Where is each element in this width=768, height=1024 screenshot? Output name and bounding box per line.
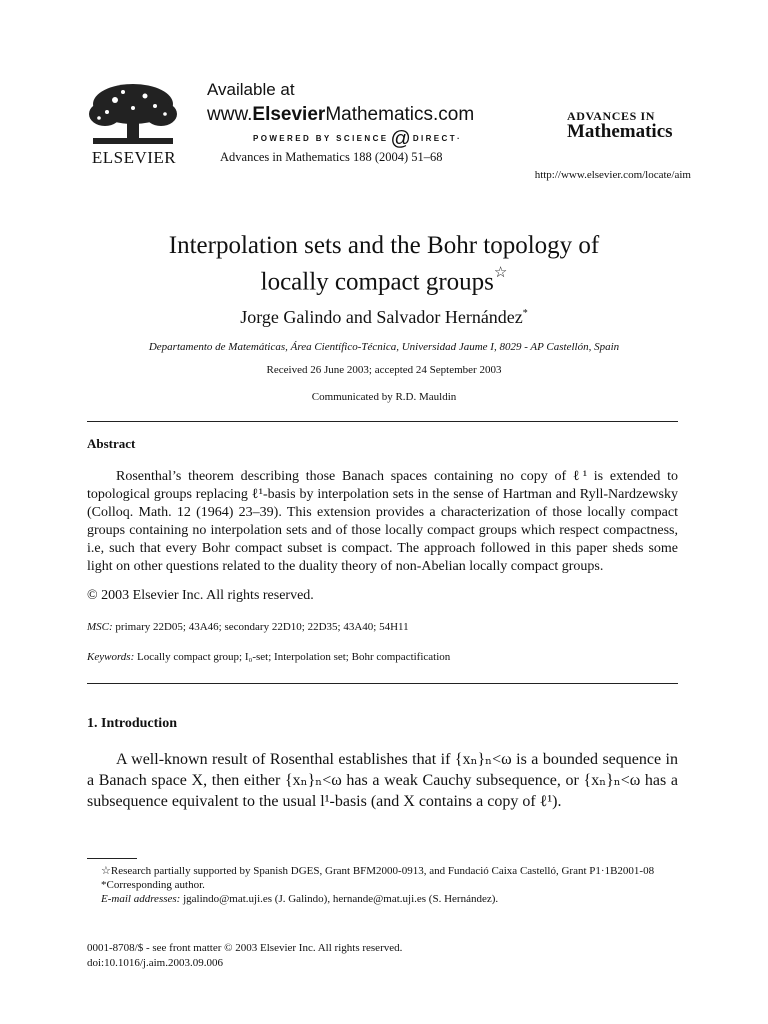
available-at-label: Available at xyxy=(207,80,295,99)
authors: Jorge Galindo and Salvador Hernández xyxy=(240,307,523,327)
title-line-1: Interpolation sets and the Bohr topology of xyxy=(168,232,600,259)
abstract-heading: Abstract xyxy=(87,436,136,451)
abstract-body xyxy=(87,468,678,576)
authors-line xyxy=(0,307,768,328)
publisher-name: ELSEVIER xyxy=(91,148,177,167)
journal-url-link[interactable]: http://www.elsevier.com/locate/aim xyxy=(534,169,691,181)
journal-brand-top: ADVANCES IN xyxy=(567,109,656,123)
received-dates: Received 26 June 2003; accepted 24 September 2003 xyxy=(266,364,502,376)
communicated-by: Communicated by R.D. Mauldin xyxy=(311,391,457,403)
powered-right-text: DIRECT· xyxy=(412,134,463,143)
site-brand: Elsevier xyxy=(252,104,326,125)
keywords-text: Locally compact group; I₀-set; Interpolation set; Bohr compactification xyxy=(134,651,451,663)
title-line-2: locally compact groups xyxy=(260,268,494,296)
introduction-body xyxy=(87,749,678,812)
abstract-top-divider xyxy=(87,421,678,422)
journal-brand-bottom: Mathematics xyxy=(567,121,673,142)
article-title xyxy=(0,230,768,297)
msc-label: MSC: xyxy=(87,621,113,633)
powered-by-sciencedirect xyxy=(253,127,462,150)
site-link[interactable] xyxy=(207,104,474,126)
abstract-text: Rosenthal’s theorem describing those Banach spaces containing no copy of ℓ¹ is extended to topological groups replacing ℓ¹-basis by interpolation sets in the sense of Hartman and Ryll-Nardzewsky (Colloq. Math. 12 (1964) 23–39). This extension provides a characterization of those locally compact groups containing no interpolation sets and of those locally compact groups which respect compactness, i.e, such that every Bohr compact subset is compact. The approach followed in this paper sheds some light on other questions related to the duality theory of non-Abelian locally compact groups. xyxy=(87,469,678,574)
author-asterisk[interactable]: * xyxy=(522,308,528,319)
doi-line[interactable]: doi:10.1016/j.aim.2003.09.006 xyxy=(87,957,223,969)
site-prefix: www. xyxy=(207,104,253,125)
keywords-label: Keywords: xyxy=(87,651,135,663)
affiliation: Departamento de Matemáticas, Área Científico-Técnica, Universidad Jaume I, 8029 - AP Castellón, Spain xyxy=(148,341,620,353)
msc-codes: primary 22D05; 43A46; secondary 22D10; 22D35; 43A40; 54H11 xyxy=(112,621,409,633)
footnote-divider xyxy=(87,858,137,859)
msc-line xyxy=(87,621,409,633)
footnotes xyxy=(87,864,678,906)
keywords-line xyxy=(87,651,450,663)
powered-left-text: POWERED BY SCIENCE xyxy=(253,134,389,143)
issn-line: 0001-8708/$ - see front matter © 2003 Elsevier Inc. All rights reserved. xyxy=(87,942,403,954)
section-heading-introduction: 1. Introduction xyxy=(87,716,177,731)
front-matter-info xyxy=(87,941,402,971)
title-line-2-wrap xyxy=(0,261,768,297)
journal-citation: Advances in Mathematics 188 (2004) 51–68 xyxy=(220,150,443,164)
abstract-bottom-divider xyxy=(87,683,678,684)
abstract-copyright: © 2003 Elsevier Inc. All rights reserved. xyxy=(87,588,314,603)
site-suffix: Mathematics.com xyxy=(325,104,475,125)
footnote-corresponding: *Corresponding author. xyxy=(101,879,205,891)
email-label: E-mail addresses: xyxy=(101,893,181,905)
sciencedirect-at-icon: @ xyxy=(390,128,411,150)
footnote-research: ☆Research partially supported by Spanish DGES, Grant BFM2000-0913, and Fundació Caixa Castelló, Grant P1·1B2001-08 xyxy=(101,865,655,877)
elsevier-tree-logo xyxy=(85,82,181,148)
title-star-icon[interactable]: ☆ xyxy=(493,265,508,281)
footnote-emails xyxy=(87,892,678,906)
introduction-paragraph: A well-known result of Rosenthal establishes that if {xₙ}ₙ<ω is a bounded sequence in a Banach space X, then either {xₙ}ₙ<ω has a weak Cauchy subsequence, or {xₙ}ₙ<ω has a subsequence equivalent to the usual l¹-basis (and X contains a copy of ℓ¹). xyxy=(87,751,678,810)
email-addresses[interactable]: jgalindo@mat.uji.es (J. Galindo), hernande@mat.uji.es (S. Hernández). xyxy=(180,893,499,905)
